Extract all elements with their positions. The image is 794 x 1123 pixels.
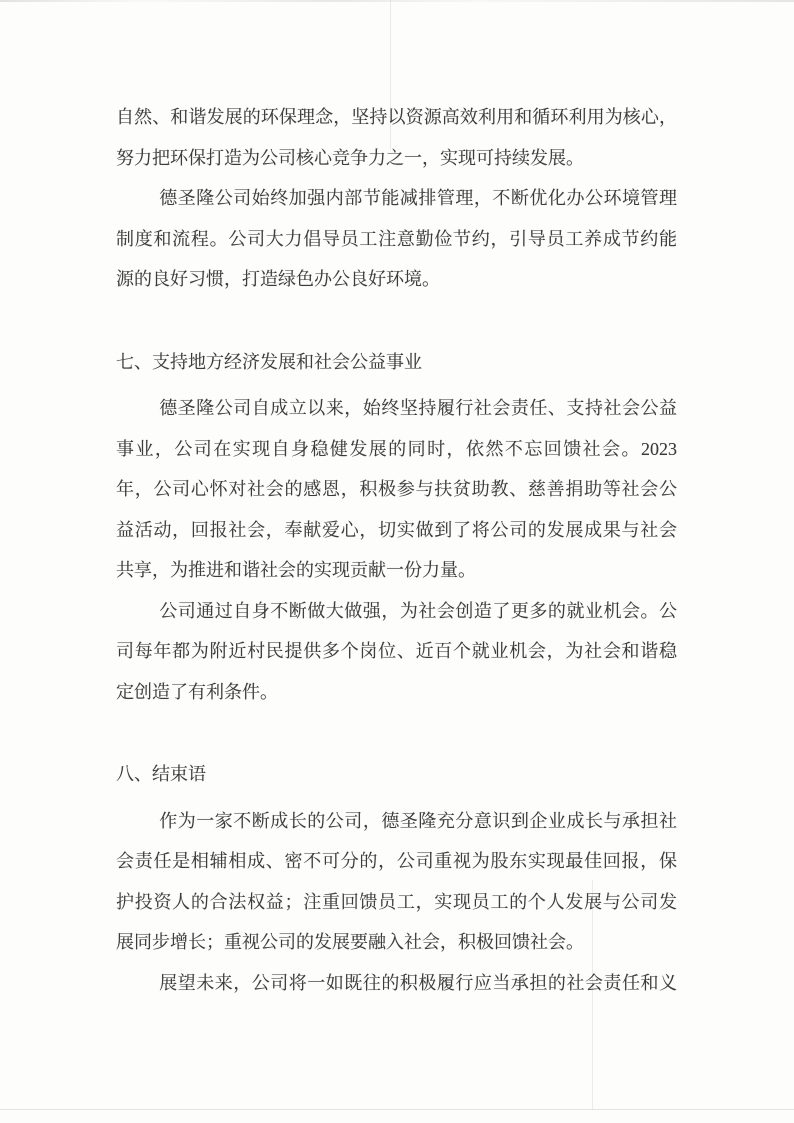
text-line: 作为一家不断成长的公司，德圣隆充分意识到企业成长与承担社 xyxy=(159,810,677,831)
text-line: 公司通过自身不断做大做强，为社会创造了更多的就业机会。公 xyxy=(159,600,677,621)
scan-edge-artifact-bottom xyxy=(0,1109,794,1110)
text-line: 司每年都为附近村民提供多个岗位、近百个就业机会，为社会和谐稳 xyxy=(116,641,677,661)
text-line: 事业，公司在实现自身稳健发展的同时，依然不忘回馈社会。2023 xyxy=(116,438,677,459)
paragraph xyxy=(116,388,677,591)
text-line: 源的良好习惯，打造绿色办公良好环境。 xyxy=(116,269,440,289)
text-line: 德圣隆公司自成立以来，始终坚持履行社会责任、支持社会公益 xyxy=(159,398,677,418)
text-line: 益活动，回报社会，奉献爱心，切实做到了将公司的发展成果与社会 xyxy=(116,519,677,540)
text-line: 制度和流程。公司大力倡导员工注意勤俭节约，引导员工养成节约能 xyxy=(116,228,677,249)
document-content xyxy=(116,97,677,1003)
paragraph xyxy=(116,591,677,713)
text-line: 年，公司心怀对社会的感恩，积极参与扶贫助教、慈善捐助等社会公 xyxy=(116,479,677,499)
text-line: 自然、和谐发展的环保理念，坚持以资源高效利用和循环利用为核心， xyxy=(116,107,677,127)
paragraph xyxy=(116,178,677,300)
text-line: 德圣隆公司始终加强内部节能减排管理，不断优化办公环境管理 xyxy=(159,188,677,208)
text-line: 展望未来，公司将一如既往的积极履行应当承担的社会责任和义 xyxy=(159,972,677,993)
text-line: 共享，为推进和谐社会的实现贡献一份力量。 xyxy=(116,560,476,580)
paragraph xyxy=(116,97,677,178)
text-line: 展同步增长；重视公司的发展要融入社会，积极回馈社会。 xyxy=(116,932,584,952)
text-line: 会责任是相辅相成、密不可分的，公司重视为股东实现最佳回报，保 xyxy=(116,851,677,871)
paragraph xyxy=(116,963,677,1004)
scan-edge-artifact-top xyxy=(0,0,794,2)
section-heading: 八、结束语 xyxy=(116,764,206,784)
text-line: 努力把环保打造为公司核心竞争力之一，实现可持续发展。 xyxy=(116,147,584,168)
paragraph xyxy=(116,801,677,963)
text-line: 定创造了有利条件。 xyxy=(116,681,278,702)
section-heading: 七、支持地方经济发展和社会公益事业 xyxy=(116,351,422,372)
text-line: 护投资人的合法权益；注重回馈员工，实现员工的个人发展与公司发 xyxy=(116,891,677,912)
